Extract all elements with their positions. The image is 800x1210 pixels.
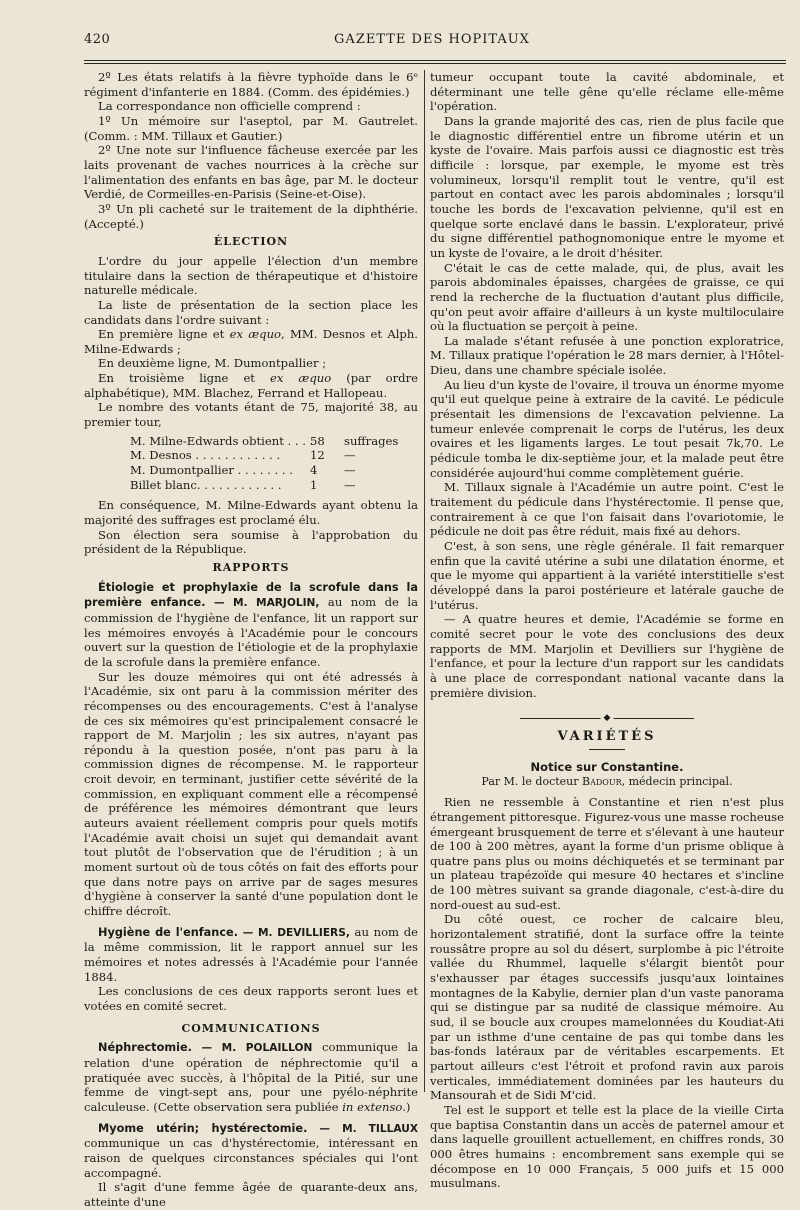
journal-title: GAZETTE DES HOPITAUX: [334, 32, 530, 47]
communication-title: Myome utérin; hystérectomie.: [98, 1121, 308, 1135]
vote-row: [130, 448, 418, 463]
text-run: Par M. le docteur: [481, 774, 583, 788]
text-run: au nom de la même commission, lit le rapport annuel sur les mémoires et notes adressés à l'Académie pour l'année 1884.: [84, 924, 418, 984]
paragraph: Son élection sera soumise à l'approbation du président de la République.: [84, 527, 418, 557]
paragraph: 2º Une note sur l'influence fâcheuse exercée par les laits provenant de vaches nourrices à la crèche sur l'alimentation des enfants en bas âge, par M. le docteur Verdié, de Cormeilles-en-Parisis (Seine-et-Oise).: [84, 143, 418, 202]
paragraph: C'est, à son sens, une règle générale. Il fait remarquer enfin que la cavité utérine a subi une dilatation énorme, et que le myome qui appartient à la variété interstitielle s'est développé dans la paroi postérieure et latérale gauche de l'utérus.: [430, 539, 784, 612]
vote-count: 1: [310, 477, 318, 492]
vote-count: 12: [310, 448, 325, 463]
paragraph: La liste de présentation de la section place les candidats dans l'ordre suivant :: [84, 297, 418, 327]
text-run: (par ordre alphabétique), MM. Blachez, Ferrand et Hallopeau.: [84, 371, 419, 400]
report-title: Hygiène de l'enfance.: [98, 925, 238, 939]
section-heading-varietes: VARIÉTÉS: [557, 729, 657, 745]
article-byline: [430, 775, 784, 790]
vote-name: M. Desnos . . . . . . . . . . . .: [130, 448, 281, 463]
communication-title: Néphrectomie.: [98, 1041, 192, 1055]
section-separator: [430, 712, 784, 724]
left-column: [84, 70, 419, 1209]
paragraph: tumeur occupant toute la cavité abdominale, et déterminant une telle gêne qu'elle réclame elle-même l'opération.: [430, 70, 784, 114]
paragraph: La malade s'étant refusée à une ponction exploratrice, M. Tillaux pratique l'opération le 28 mars dernier, à l'Hôtel-Dieu, dans une chambre spéciale isolée.: [430, 333, 784, 378]
text-run: communique la relation d'une opération de néphrectomie qu'il a pratiquée avec succès, à l'hôpital de la Pitié, sur une femme de vingt-sept ans, pour une pyélo-néphrite calculeuse. (Cette observation sera publiée: [84, 1040, 419, 1114]
paragraph: [84, 1121, 418, 1181]
paragraph: Tel est le support et telle est la place de la vieille Cirta que baptisa Constantin dans un accès de paternel amour et dans laquelle grouillent actuellement, en chiffres ronds, 30 000 êtres humains : encombrement sans exemple qui se décompose en 10 000 Français, 5 000 juifs et 15 000 musulmans.: [430, 1102, 784, 1191]
author-name: Badour: [582, 774, 622, 788]
text-run: En troisième ligne et: [98, 371, 270, 386]
vote-name: Billet blanc. . . . . . . . . . . .: [130, 477, 282, 492]
vote-name: M. Dumontpallier . . . . . . . .: [130, 463, 293, 478]
report-author: — M. MARJOLIN,: [213, 597, 320, 610]
text-run: ): [405, 1099, 411, 1114]
paragraph: L'ordre du jour appelle l'élection d'un membre titulaire dans la section de thérapeutique et d'histoire naturelle médicale.: [84, 253, 418, 298]
paragraph: — A quatre heures et demie, l'Académie se forme en comité secret pour le vote des conclusions des deux rapports de MM. Marjolin et Devilliers sur l'hygiène de l'enfance, et pour la lecture d'un rapport sur les candidats à une place de correspondant national vacante dans la première division.: [430, 612, 784, 700]
paragraph: Les conclusions de ces deux rapports seront lues et votées en comité secret.: [84, 984, 418, 1013]
paragraph: [84, 925, 418, 985]
paragraph: En conséquence, M. Milne-Edwards ayant obtenu la majorité des suffrages est proclamé élu.: [84, 498, 418, 527]
text-run: , MM. Desnos et Alph. Milne-Edwards ;: [84, 327, 418, 356]
italic-text: ex æquo: [229, 327, 282, 342]
paragraph: [84, 1040, 418, 1114]
vote-suffix: —: [344, 477, 356, 492]
page-header: [84, 32, 780, 54]
vote-name: M. Milne-Edwards obtient . . . .: [130, 433, 314, 448]
vote-suffix: suffrages: [344, 433, 399, 448]
communication-author: — M. TILLAUX: [319, 1122, 418, 1135]
text-run: En première ligne et: [98, 327, 230, 342]
text-run: au nom de la commission de l'hygiène de l'enfance, lit un rapport sur les mémoires envoyés à l'Académie pour le concours ouvert sur la question de l'étiologie et de la prophylaxie de la scrofule dans la première enfance.: [84, 595, 418, 669]
italic-text: ex æquo: [270, 371, 332, 386]
vote-count: 4: [310, 463, 318, 478]
paragraph: Sur les douze mémoires qui ont été adressés à l'Académie, six ont paru à la commission mériter des récompenses ou des encouragements. C'est à l'analyse de ces six mémoires qu'est principalement consacré le rapport de M. Marjolin ; les six autres, n'ayant pas répondu à la question posée, n'ont pas paru à la commission dignes de récompense. M. le rapporteur croit devoir, en terminant, justifier cette sévérité de la commission, en expliquant comment elle a récompensé de préférence les mémoires démontrant que leurs auteurs avaient réellement compris pour quels motifs l'Académie avait choisi un sujet qui demandait avant tout plutôt de l'observation que de l'érudition ; à un moment surtout où de tous côtés on fait des efforts pour que dans notre pays on arrive par de sages mesures d'hygiène à conserver la santé d'une population dont le chiffre décroît.: [84, 669, 418, 919]
paragraph: M. Tillaux signale à l'Académie un autre point. C'est le traitement du pédicule dans l'hystérectomie. Il pense que, contrairement à ce que l'on faisait dans l'ovariotomie, le pédicule ne doit pas être réduit, mais fixé au dehors.: [430, 480, 784, 539]
text-run: , médecin principal.: [621, 774, 733, 788]
vote-row: [130, 478, 418, 493]
paragraph: C'était le cas de cette malade, qui, de plus, avait les parois abdominales épaisses, chargées de graisse, ce qui rend la recherche de la fluctuation d'autant plus difficile, qu'on peut avoir affaire d'ailleurs à un kyste multiloculaire où la fluctuation se perçoit à peine.: [430, 260, 784, 334]
vote-suffix: —: [344, 448, 356, 463]
paragraph: [84, 327, 418, 356]
section-heading-rapports: RAPPORTS: [212, 560, 290, 574]
paragraph: [84, 371, 418, 400]
vote-table: [84, 434, 418, 493]
communication-author: — M. POLAILLON: [201, 1042, 313, 1055]
paragraph: Rien ne ressemble à Constantine et rien n'est plus étrangement pittoresque. Figurez-vous une masse rocheuse émergeant brusquement de terre et s'élevant à une hauteur de 100 à 200 mètres, ayant la forme d'un prisme oblique à quatre pans plus ou moins déchiquetés et se terminant par un plateau trapézoïde qui mesure 40 hectares et s'incline de 100 mètres suivant sa grande diagonale, c'est-à-dire du nord-ouest au sud-est.: [430, 795, 784, 912]
right-column: [430, 70, 784, 1191]
report-author: — M. DEVILLIERS,: [242, 926, 350, 939]
column-divider: [424, 70, 425, 1092]
separator-ornament: ◆: [601, 712, 614, 724]
vote-row: [130, 434, 418, 449]
paragraph: 1º Un mémoire sur l'aseptol, par M. Gautrelet. (Comm. : MM. Tillaux et Gautier.): [84, 113, 418, 143]
vote-count: 58: [310, 433, 325, 448]
section-heading-election: ÉLECTION: [213, 235, 289, 249]
page-number: 420: [84, 32, 111, 47]
paragraph: En deuxième ligne, M. Dumontpallier ;: [98, 356, 327, 371]
paragraph: [84, 580, 418, 670]
heading-rule: [589, 749, 625, 750]
paragraph: Au lieu d'un kyste de l'ovaire, il trouva un énorme myome qu'il eut quelque peine à extraire de la cavité. Le pédicule présentait les dimensions de l'excavation pelvienne. La tumeur enlevée comprenait le corps de l'utérus, les deux ovaires et les ligaments larges. Le tout pesait 7k,70. Le pédicule tomba le dix-septième jour, et la malade peut être considérée aujourd'hui comme complètement guérie.: [430, 377, 784, 480]
paragraph: Le nombre des votants étant de 75, majorité 38, au premier tour,: [84, 400, 418, 430]
italic-text: in extenso.: [342, 1099, 406, 1114]
text-run: communique un cas d'hystérectomie, intéressant en raison de quelques circonstances spéciales qui l'ont accompagné.: [84, 1136, 418, 1180]
vote-row: [130, 463, 418, 478]
vote-suffix: —: [344, 463, 356, 478]
section-heading-communications: COMMUNICATIONS: [181, 1021, 321, 1035]
report-title: Étiologie et prophylaxie de la scrofule dans la première enfance.: [84, 580, 418, 610]
paragraph: Il s'agit d'une femme âgée de quarante-deux ans, atteinte d'une: [84, 1180, 418, 1209]
paragraph: 2º Les états relatifs à la fièvre typhoïde dans le 6ᵉ régiment d'infanterie en 1884. (Comm. des épidémies.): [84, 70, 418, 99]
header-rule-top: [84, 60, 786, 61]
paragraph: La correspondance non officielle comprend :: [98, 99, 361, 114]
paragraph: 3º Un pli cacheté sur le traitement de la diphthérie. (Accepté.): [84, 201, 418, 231]
paragraph: Du côté ouest, ce rocher de calcaire bleu, horizontalement stratifié, dont la surface offre la teinte roussâtre propre au sol du désert, surplombe à pic l'étroite vallée du Rhummel, laquelle s'élargit bientôt pour s'exhausser par étages successifs jusqu'aux lointaines montagnes de la Kabylie, dernier plan d'un vaste panorama qui se distingue par sa nudité de classique mémoire. Au sud, il se boucle aux croupes mamelonnées du Koudiat-Ati par un isthme d'une centaine de pas qui tombe dans les bas-fonds latéraux par de véritables escarpements. Et partout ailleurs c'est l'étroit et profond ravin aux parois verticales, immédiatement dominées par les hauteurs du Mansourah et de Sidi M'cid.: [430, 912, 784, 1103]
paragraph: Dans la grande majorité des cas, rien de plus facile que le diagnostic différentiel entre un fibrome utérin et un kyste de l'ovaire. Mais parfois aussi ce diagnostic est très difficile : lorsque, par exemple, le myome est très volumineux, lorsqu'il remplit tout le ventre, qu'il est partout en contact avec les parois abdominales ; lorsqu'il touche les bords de l'excavation pelvienne, qu'il est en quelque sorte enclavé dans le bassin. L'explorateur, privé du signe différentiel pathognomonique entre le myome et un kyste de l'ovaire, a le droit d'hésiter.: [430, 113, 784, 260]
article-title: Notice sur Constantine.: [530, 759, 684, 774]
header-rule-bottom: [84, 63, 786, 64]
